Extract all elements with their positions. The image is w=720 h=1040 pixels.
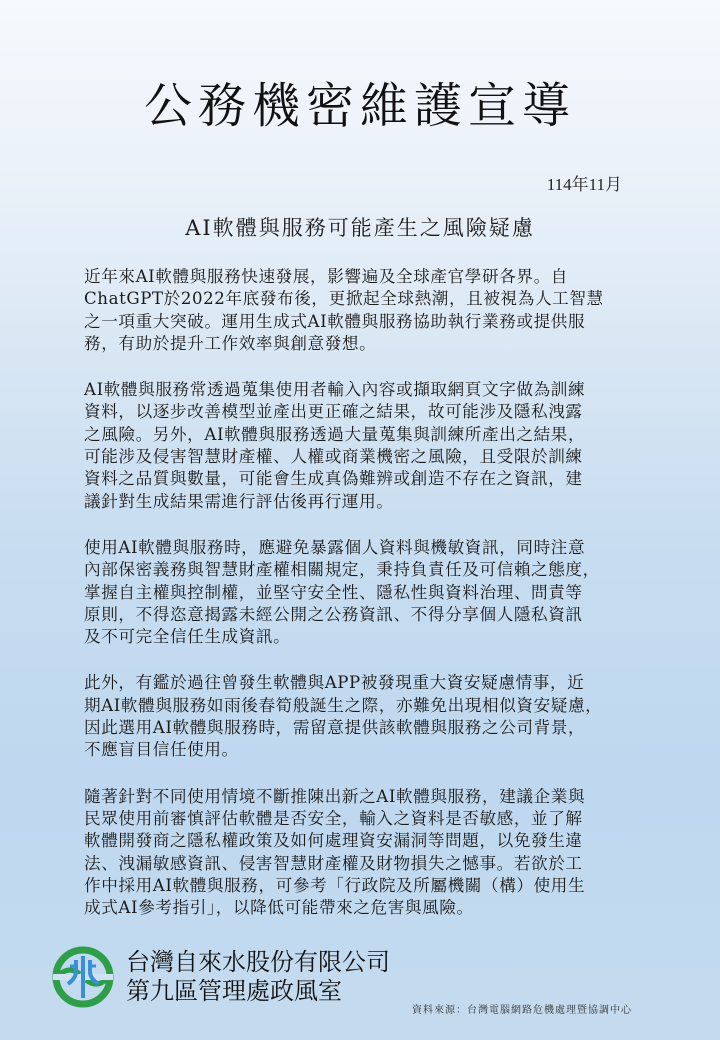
organization-name	[126, 948, 390, 1006]
paragraph-line: 資料，以逐步改善模型並產出更正確之結果，故可能涉及隱私洩露	[84, 402, 583, 422]
paragraph-2	[84, 379, 646, 513]
paragraph-line: 議針對生成結果需進行評估後再行運用。	[84, 491, 394, 511]
paragraph-1	[84, 266, 646, 355]
paragraph-line: 之風險。另外，AI軟體與服務透過大量蒐集與訓練所產出之結果，	[84, 424, 586, 444]
paragraph-5	[84, 786, 646, 920]
issue-date: 114年11月	[546, 175, 622, 194]
paragraph-line: 近年來AI軟體與服務快速發展，影響遍及全球產官學研各界。自	[84, 267, 568, 286]
article-body	[84, 266, 646, 943]
page-title: 公務機密維護宣導	[143, 78, 576, 134]
paragraph-line: 掌握自主權與控制權，並堅守安全性、隱私性與資料治理、問責等	[84, 582, 583, 602]
paragraph-line: 不應盲目信任使用。	[84, 740, 239, 760]
paragraph-line: AI軟體與服務常透過蒐集使用者輸入內容或擷取網頁文字做為訓練	[84, 380, 586, 400]
paragraph-line: 隨著針對不同使用情境不斷推陳出新之AI軟體與服務，建議企業與	[84, 786, 586, 806]
taiwan-water-logo-icon	[50, 944, 116, 1010]
paragraph-line: 內部保密義務與智慧財產權相關規定，秉持負責任及可信賴之態度，	[84, 560, 600, 580]
org-line-office: 第九區管理處政風室	[126, 977, 342, 1005]
paragraph-4	[84, 672, 646, 761]
source-note: 資料來源：台灣電腦網路危機處理暨協調中心	[412, 1005, 632, 1016]
paragraph-line: 使用AI軟體與服務時，應避免暴露個人資料與機敏資訊，同時注意	[84, 537, 586, 557]
paragraph-3	[84, 537, 646, 648]
paragraph-line: 可能涉及侵害智慧財產權、人權或商業機密之風險，且受限於訓練	[84, 447, 583, 467]
article-subtitle: AI軟體與服務可能產生之風險疑慮	[185, 216, 535, 240]
organization-block	[50, 944, 390, 1010]
paragraph-line: 及不可完全信任生成資訊。	[84, 627, 291, 647]
paragraph-line: 期AI軟體與服務如雨後春筍般誕生之際，亦難免出現相似資安疑慮，	[84, 695, 603, 715]
paragraph-line: 之一項重大突破。運用生成式AI軟體與服務協助執行業務或提供服	[84, 311, 586, 331]
paragraph-line: 法、洩漏敏感資訊、侵害智慧財產權及財物損失之憾事。若欲於工	[84, 853, 583, 873]
paragraph-line: 因此選用AI軟體與服務時，需留意提供該軟體與服務之公司背景，	[84, 718, 586, 738]
paragraph-line: 資料之品質與數量，可能會生成真偽難辨或創造不存在之資訊，建	[84, 469, 583, 489]
org-line-company: 台灣自來水股份有限公司	[126, 948, 390, 976]
paragraph-line: ChatGPT於2022年底發布後，更掀起全球熱潮，且被視為人工智慧	[84, 289, 604, 309]
paragraph-line: 軟體開發商之隱私權政策及如何處理資安漏洞等問題，以免發生違	[84, 831, 583, 851]
paragraph-line: 民眾使用前審慎評估軟體是否安全，輸入之資料是否敏感，並了解	[84, 808, 583, 828]
paragraph-line: 作中採用AI軟體與服務，可參考「行政院及所屬機關（構）使用生	[84, 875, 586, 895]
paragraph-line: 此外，有鑑於過往曾發生軟體與APP被發現重大資安疑慮情事，近	[84, 673, 585, 693]
paragraph-line: 成式AI參考指引」，以降低可能帶來之危害與風險。	[84, 898, 474, 918]
paragraph-line: 務，有助於提升工作效率與創意發想。	[84, 333, 377, 353]
paragraph-line: 原則，不得恣意揭露未經公開之公務資訊、不得分享個人隱私資訊	[84, 604, 583, 624]
